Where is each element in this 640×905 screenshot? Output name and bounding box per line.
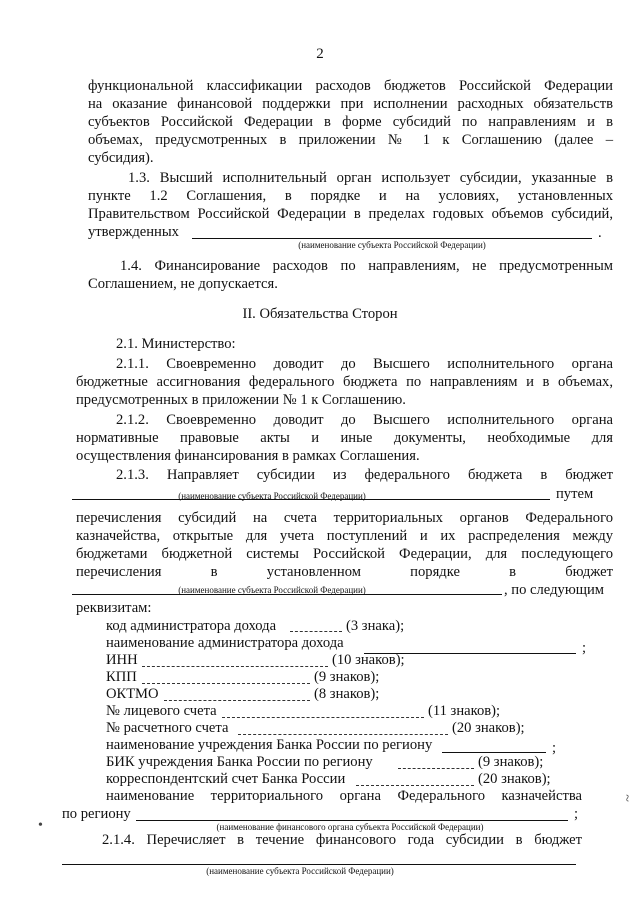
field-caption: (наименование субъекта Российской Федерации): [178, 491, 366, 501]
semicolon: ;: [574, 806, 579, 822]
text-line: Соглашением, не допускается.: [88, 276, 278, 292]
fill-in-line: [442, 752, 546, 753]
text-line: 2.1.3. Направляет субсидии из федерального бюджета в бюджет: [116, 467, 613, 483]
text-line: нормативные правовые акты и иные документы, необходимые для: [76, 430, 613, 446]
text-fragment: , по следующим: [504, 582, 605, 598]
section-title: II. Обязательства Сторон: [242, 306, 398, 322]
fill-in-line: [192, 238, 592, 239]
req-admin-code: код администратора дохода: [106, 618, 277, 634]
req-note: (10 знаков);: [332, 652, 405, 668]
fill-in-dash: [164, 700, 310, 701]
fill-in-line: [136, 820, 568, 821]
req-note: (9 знаков);: [478, 754, 544, 770]
text-line: предусмотренных в приложении № 1 к Соглашению.: [76, 392, 406, 408]
text-line: Правительством Российской Федерации в пределах годовых объемов субсидий,: [88, 206, 613, 222]
scan-edge-mark: ~: [618, 794, 634, 802]
text-line: осуществления финансирования в рамках Соглашения.: [76, 448, 420, 464]
fill-in-line: [62, 864, 576, 865]
req-note: (20 знаков);: [452, 720, 525, 736]
req-admin-name: наименование администратора дохода: [106, 635, 344, 651]
req-bik: БИК учреждения Банка России по региону: [106, 754, 373, 770]
req-corr-account: корреспондентский счет Банка России: [106, 771, 346, 787]
field-caption: (наименование финансового органа субъекта Российской Федерации): [216, 822, 484, 832]
fill-in-dash: [142, 666, 328, 667]
text-line: субъектов Российской Федерации в форме субсидий по направлениям и в: [88, 114, 613, 130]
text-line: перечисления в установленном порядке в бюджет: [76, 564, 613, 580]
text-line: бюджетные ассигнования федерального бюджета по направлениям и в объемах,: [76, 374, 613, 390]
fill-in-dash: [356, 785, 474, 786]
text-line: 2.1.2. Своевременно доводит до Высшего исполнительного органа: [116, 412, 613, 428]
req-treasury: наименование территориального органа Федерального казначейства: [106, 788, 582, 804]
field-caption: (наименование субъекта Российской Федерации): [298, 240, 486, 250]
field-caption: (наименование субъекта Российской Федерации): [206, 866, 394, 876]
req-note: (20 знаков);: [478, 771, 551, 787]
text-line: 2.1.4. Перечисляет в течение финансового года субсидии в бюджет: [102, 832, 582, 848]
text-line: субсидия).: [88, 150, 154, 166]
scan-dot-mark: •: [38, 818, 43, 833]
field-caption: (наименование субъекта Российской Федерации): [178, 585, 366, 595]
req-personal-account: № лицевого счета: [106, 703, 217, 719]
fill-in-dash: [398, 768, 474, 769]
text-line: 1.4. Финансирование расходов по направлениям, не предусмотренным: [120, 258, 613, 274]
text-line: объемах, предусмотренных в приложении № 1 к Соглашению (далее –: [88, 132, 613, 148]
req-settlement-account: № расчетного счета: [106, 720, 229, 736]
req-bank-name: наименование учреждения Банка России по региону: [106, 737, 433, 753]
req-by-region: по региону: [62, 806, 131, 822]
fill-in-dash: [290, 631, 342, 632]
req-inn: ИНН: [106, 652, 138, 668]
text-line: 2.1. Министерство:: [116, 336, 236, 352]
page-number: 2: [316, 46, 324, 62]
req-oktmo: ОКТМО: [106, 686, 159, 702]
text-line: утвержденных: [88, 224, 179, 240]
req-note: (3 знака);: [346, 618, 405, 634]
text-line: на оказание финансовой поддержки при исполнении расходных обязательств: [88, 96, 613, 112]
period: .: [598, 225, 602, 241]
text-line: бюджетами бюджетной системы Российской Федерации, для последующего: [76, 546, 613, 562]
text-line: функциональной классификации расходов бюджетов Российской Федерации: [88, 78, 613, 94]
text-line: реквизитам:: [76, 600, 152, 616]
fill-in-dash: [238, 734, 448, 735]
text-line: 1.3. Высший исполнительный орган использует субсидии, указанные в: [128, 170, 613, 186]
semicolon: ;: [582, 640, 587, 656]
fill-in-dash: [142, 683, 310, 684]
req-note: (8 знаков);: [314, 686, 380, 702]
text-line: перечисления субсидий на счета территориальных органов Федерального: [76, 510, 613, 526]
req-note: (9 знаков);: [314, 669, 380, 685]
text-line: пункте 1.2 Соглашения, в порядке и на условиях, установленных: [88, 188, 613, 204]
req-kpp: КПП: [106, 669, 137, 685]
req-note: (11 знаков);: [428, 703, 501, 719]
fill-in-dash: [222, 717, 424, 718]
text-fragment: путем: [556, 486, 594, 502]
text-line: 2.1.1. Своевременно доводит до Высшего исполнительного органа: [116, 356, 613, 372]
semicolon: ;: [552, 740, 557, 756]
text-line: казначейства, открытые для учета поступлений и их распределения между: [76, 528, 613, 544]
